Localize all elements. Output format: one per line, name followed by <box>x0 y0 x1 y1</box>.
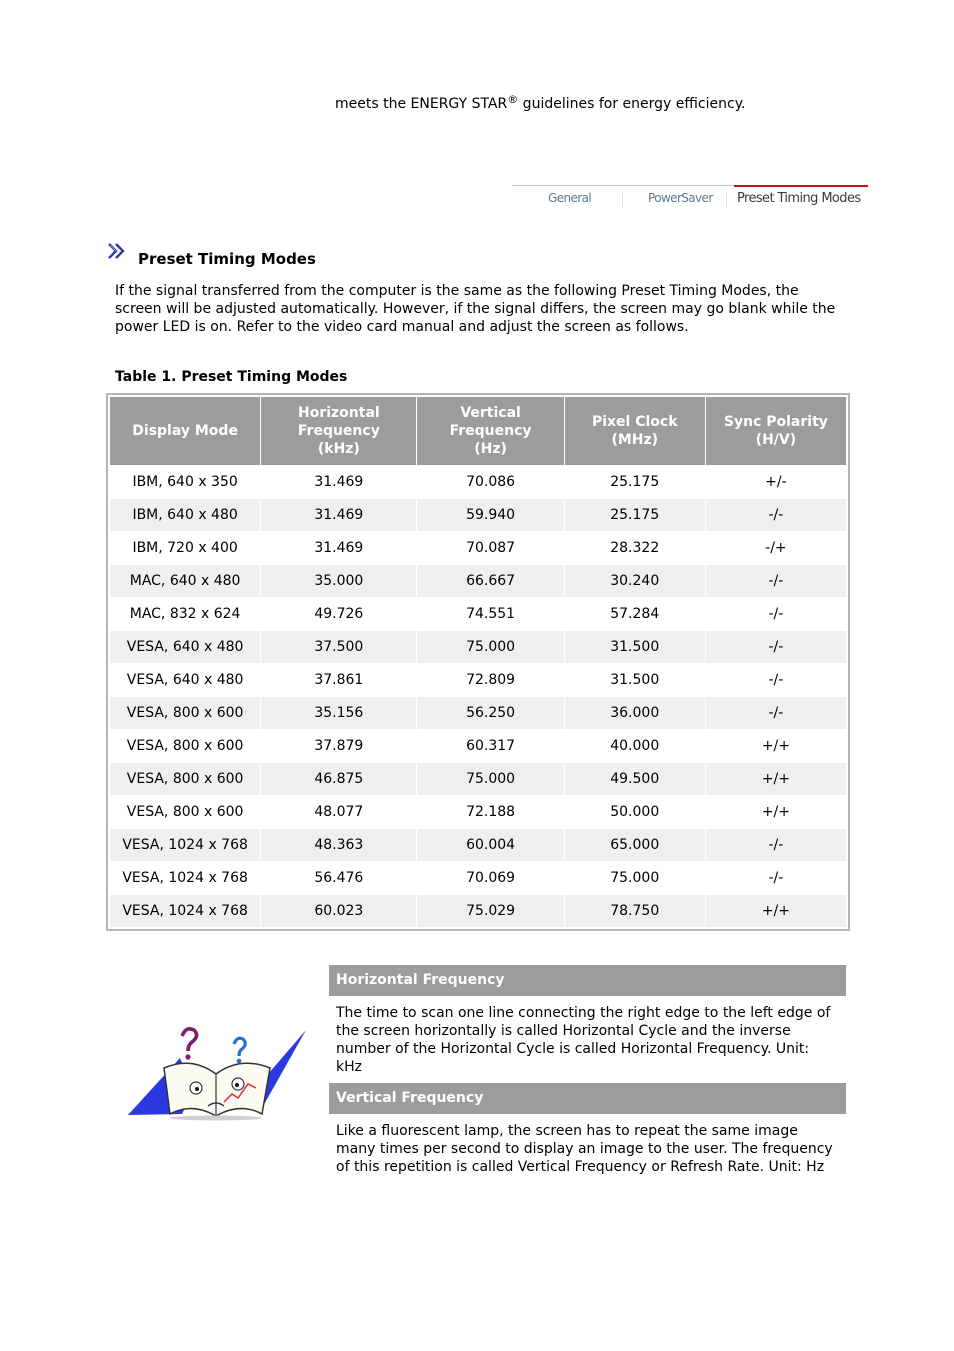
table-cell: VESA, 1024 x 768 <box>110 895 260 927</box>
table-cell: 78.750 <box>565 895 705 927</box>
tab-preset-timing-modes[interactable]: Preset Timing Modes <box>737 191 861 206</box>
table-cell: 25.175 <box>610 474 660 490</box>
table-cell: IBM, 720 x 400 <box>132 540 238 556</box>
definition-horizontal-frequency <box>329 965 846 1076</box>
confused-book-character-icon <box>120 1018 310 1122</box>
table-cell: 37.861 <box>314 672 364 688</box>
table-caption: Table 1. Preset Timing Modes <box>115 369 348 385</box>
table-cell: MAC, 832 x 624 <box>129 606 241 622</box>
table-cell: 70.087 <box>466 540 516 556</box>
table-row <box>110 697 846 729</box>
table-cell: 75.000 <box>610 870 660 886</box>
column-header: Sync Polarity (H/V) <box>706 397 846 465</box>
table-cell: 31.500 <box>565 631 705 663</box>
table-cell: -/- <box>706 631 846 663</box>
column-header: Display Mode <box>110 397 260 465</box>
table-cell: -/- <box>706 697 846 729</box>
intro-paragraph: If the signal transferred from the computer is the same as the following Preset Timing Modes, the screen will be adjusted automatically. However, if the signal differs, the screen may go blank while the power LED is on. Refer to the video card manual and adjust the screen as follows. <box>115 283 836 335</box>
table-cell: +/+ <box>706 763 846 795</box>
table-cell: 35.000 <box>261 565 416 597</box>
table-cell: VESA, 1024 x 768 <box>122 870 248 886</box>
table-cell: 59.940 <box>417 499 563 531</box>
table-cell: 40.000 <box>610 738 660 754</box>
tab-separator <box>622 194 623 206</box>
active-tab-indicator <box>734 185 868 187</box>
table-cell: +/+ <box>761 804 790 820</box>
definition-title: Vertical Frequency <box>329 1083 846 1114</box>
tab-separator <box>726 194 727 206</box>
table-cell: IBM, 640 x 480 <box>110 499 260 531</box>
table-row <box>110 664 846 696</box>
table-row <box>110 763 846 795</box>
table-cell: IBM, 640 x 350 <box>132 474 238 490</box>
tab-powersaver[interactable]: PowerSaver <box>648 191 713 205</box>
definition-text: The time to scan one line connecting the right edge to the left edge of the screen horizontally is called Horizontal Cycle and the inverse number of the Horizontal Cycle is called Horizontal Frequency. Unit: kHz <box>336 1005 831 1075</box>
table-cell: 37.879 <box>314 738 364 754</box>
preset-timing-table <box>106 393 850 931</box>
table-cell: MAC, 640 x 480 <box>110 565 260 597</box>
table-row <box>110 829 846 861</box>
table-cell: 48.363 <box>261 829 416 861</box>
definition-text: Like a fluorescent lamp, the screen has to repeat the same image many times per second to display an image to the user. The frequency of this repetition is called Vertical Frequency or Refresh Rate. Unit: Hz <box>336 1123 833 1175</box>
table-row <box>110 466 846 498</box>
table-cell: -/- <box>768 672 784 688</box>
table-row <box>110 862 846 894</box>
table-cell: 28.322 <box>610 540 660 556</box>
column-header: Vertical Frequency (Hz) <box>417 397 563 465</box>
table-cell: 50.000 <box>610 804 660 820</box>
table-cell: 35.156 <box>261 697 416 729</box>
table-cell: -/+ <box>765 540 787 556</box>
table-cell: 65.000 <box>565 829 705 861</box>
table-cell: 70.086 <box>466 474 516 490</box>
intro-after: guidelines for energy efficiency. <box>518 96 746 112</box>
table-cell: 37.500 <box>261 631 416 663</box>
table-cell: VESA, 800 x 600 <box>110 697 260 729</box>
table-row <box>110 730 846 762</box>
table-cell: -/- <box>768 606 784 622</box>
table-cell: +/+ <box>706 895 846 927</box>
table-cell: +/- <box>765 474 787 490</box>
table-cell: -/- <box>768 870 784 886</box>
table-cell: 72.809 <box>466 672 516 688</box>
table-row <box>110 532 846 564</box>
definition-vertical-frequency <box>329 1083 846 1176</box>
table-cell: 31.500 <box>610 672 660 688</box>
tab-bar-line <box>512 185 734 186</box>
column-header: Pixel Clock (MHz) <box>565 397 705 465</box>
table-cell: 31.469 <box>261 499 416 531</box>
table-cell: 30.240 <box>565 565 705 597</box>
table-cell: 70.069 <box>466 870 516 886</box>
table-cell: 60.023 <box>261 895 416 927</box>
table-cell: 49.726 <box>314 606 364 622</box>
table-cell: 31.469 <box>314 540 364 556</box>
table-cell: -/- <box>706 829 846 861</box>
table-cell: 46.875 <box>261 763 416 795</box>
double-chevron-icon <box>107 242 129 260</box>
table-cell: 25.175 <box>565 499 705 531</box>
tab-bar <box>512 185 868 213</box>
table-cell: 48.077 <box>314 804 364 820</box>
table-row <box>110 499 846 531</box>
table-cell: 75.000 <box>417 763 563 795</box>
table-cell: VESA, 640 x 480 <box>126 672 244 688</box>
table-row <box>110 895 846 927</box>
table-cell: 75.029 <box>417 895 563 927</box>
table-cell: +/+ <box>761 738 790 754</box>
table-cell: 72.188 <box>466 804 516 820</box>
table-cell: 56.250 <box>417 697 563 729</box>
table-cell: VESA, 1024 x 768 <box>110 829 260 861</box>
table-cell: VESA, 640 x 480 <box>110 631 260 663</box>
table-row <box>110 565 846 597</box>
table-cell: 66.667 <box>417 565 563 597</box>
definition-title: Horizontal Frequency <box>329 965 846 996</box>
table-cell: 57.284 <box>610 606 660 622</box>
table-cell: 31.469 <box>314 474 364 490</box>
table-cell: VESA, 800 x 600 <box>110 763 260 795</box>
column-header: Horizontal Frequency (kHz) <box>261 397 416 465</box>
table-cell: -/- <box>706 565 846 597</box>
table-cell: VESA, 800 x 600 <box>126 804 244 820</box>
table-cell: 49.500 <box>565 763 705 795</box>
table-row <box>110 631 846 663</box>
table-cell: -/- <box>706 499 846 531</box>
section-title: Preset Timing Modes <box>138 250 316 268</box>
table-row <box>110 598 846 630</box>
table-cell: 74.551 <box>466 606 516 622</box>
table-row <box>110 796 846 828</box>
table-cell: 75.000 <box>417 631 563 663</box>
table-cell: 60.317 <box>466 738 516 754</box>
table-cell: 56.476 <box>314 870 364 886</box>
table-cell: 36.000 <box>565 697 705 729</box>
registered-mark: ® <box>507 93 519 106</box>
table-cell: 60.004 <box>417 829 563 861</box>
table-header-row <box>110 397 846 465</box>
intro-before: meets the ENERGY STAR <box>335 96 508 112</box>
tab-general[interactable]: General <box>548 191 592 205</box>
intro-text <box>335 93 745 115</box>
table-cell: VESA, 800 x 600 <box>126 738 244 754</box>
